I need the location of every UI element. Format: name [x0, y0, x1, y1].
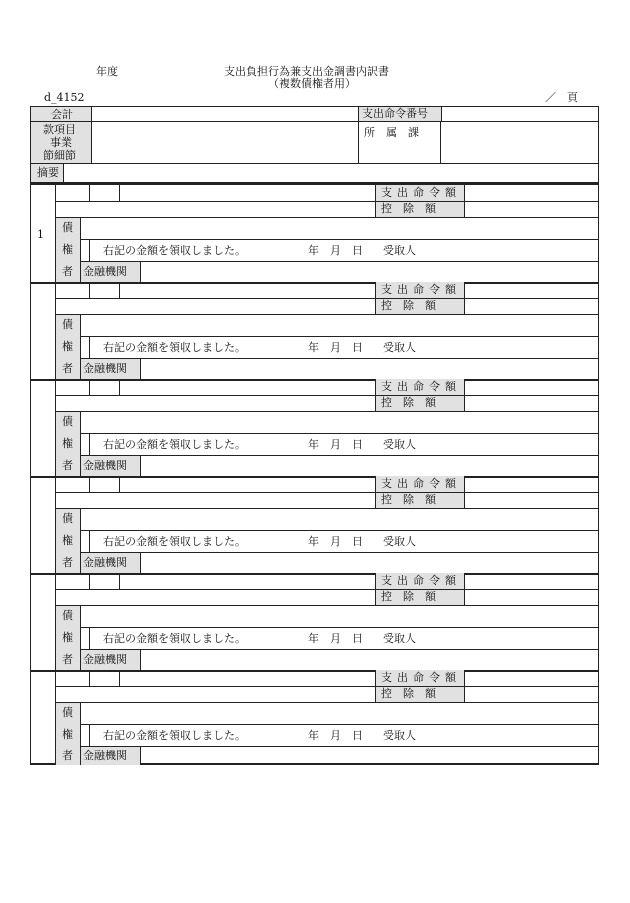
- deduction-amount-field[interactable]: [465, 590, 598, 605]
- recipient-label: 受取人: [383, 341, 416, 354]
- payment-amount-label: 支出命令額: [381, 283, 461, 296]
- department-label: 所 属 課: [364, 126, 419, 139]
- creditor-char-2: 権: [62, 728, 73, 741]
- payment-amount-field[interactable]: [465, 670, 598, 686]
- payment-amount-field[interactable]: [465, 476, 598, 492]
- summary-row: [30, 163, 599, 183]
- bank-field[interactable]: [141, 262, 598, 282]
- creditor-char-1: 債: [62, 221, 73, 234]
- department-field[interactable]: [441, 122, 598, 162]
- deduction-amount-field[interactable]: [465, 396, 598, 411]
- deduction-amount-field[interactable]: [465, 202, 598, 217]
- creditor-char-1: 債: [62, 609, 73, 622]
- document-code: d_4152: [44, 91, 85, 104]
- creditor-char-3: 者: [62, 556, 73, 569]
- receipt-date: 年 月 日: [308, 535, 363, 548]
- payment-amount-field[interactable]: [465, 573, 598, 589]
- bank-label: 金融機関: [83, 556, 127, 569]
- receipt-statement: 右記の金額を領収しました。: [103, 729, 246, 742]
- payment-amount-label: 支出命令額: [381, 574, 461, 587]
- creditor-entry: [31, 573, 598, 670]
- summary-label: 摘要: [37, 166, 59, 179]
- bank-field[interactable]: [141, 747, 598, 765]
- entries-table: [30, 183, 599, 765]
- bank-field[interactable]: [141, 553, 598, 573]
- page-subtitle: （複数債権者用）: [268, 77, 356, 90]
- deduction-amount-field[interactable]: [465, 299, 598, 314]
- deduction-label: 控 除 額: [381, 590, 436, 603]
- bank-label: 金融機関: [83, 653, 127, 666]
- section-label: 節細節: [43, 149, 76, 162]
- receipt-date: 年 月 日: [308, 244, 363, 257]
- creditor-entry: [31, 282, 598, 379]
- creditor-char-2: 権: [62, 243, 73, 256]
- recipient-label: 受取人: [383, 244, 416, 257]
- summary-field[interactable]: [64, 164, 598, 182]
- item-label: 款項目: [43, 123, 76, 136]
- recipient-label: 受取人: [383, 729, 416, 742]
- deduction-label: 控 除 額: [381, 202, 436, 215]
- receipt-statement: 右記の金額を領収しました。: [103, 244, 246, 257]
- creditor-char-3: 者: [62, 653, 73, 666]
- creditor-char-1: 債: [62, 512, 73, 525]
- deduction-label: 控 除 額: [381, 299, 436, 312]
- receipt-date: 年 月 日: [308, 632, 363, 645]
- payment-amount-field[interactable]: [465, 282, 598, 298]
- receipt-date: 年 月 日: [308, 729, 363, 742]
- entry-number: 1: [37, 228, 44, 241]
- bank-label: 金融機関: [83, 749, 127, 762]
- receipt-date: 年 月 日: [308, 438, 363, 451]
- payment-amount-field[interactable]: [465, 379, 598, 395]
- bank-label: 金融機関: [83, 459, 127, 472]
- creditor-char-2: 権: [62, 534, 73, 547]
- recipient-label: 受取人: [383, 438, 416, 451]
- receipt-statement: 右記の金額を領収しました。: [103, 438, 246, 451]
- receipt-statement: 右記の金額を領収しました。: [103, 632, 246, 645]
- creditor-entry: [31, 670, 598, 765]
- creditor-char-2: 権: [62, 631, 73, 644]
- creditor-char-2: 権: [62, 340, 73, 353]
- payment-amount-label: 支出命令額: [381, 671, 461, 684]
- order-number-label: 支出命令番号: [362, 107, 428, 120]
- receipt-statement: 右記の金額を領収しました。: [103, 535, 246, 548]
- deduction-label: 控 除 額: [381, 396, 436, 409]
- deduction-amount-field[interactable]: [465, 687, 598, 702]
- fiscal-year-label: 年度: [96, 65, 118, 78]
- bank-label: 金融機関: [83, 265, 127, 278]
- creditor-char-1: 債: [62, 318, 73, 331]
- payment-amount-label: 支出命令額: [381, 477, 461, 490]
- deduction-label: 控 除 額: [381, 687, 436, 700]
- creditor-char-1: 債: [62, 415, 73, 428]
- receipt-statement: 右記の金額を領収しました。: [103, 341, 246, 354]
- creditor-entry: [31, 185, 598, 282]
- page-title: 支出負担行為兼支出金調書内訳書: [224, 65, 389, 78]
- deduction-label: 控 除 額: [381, 493, 436, 506]
- recipient-label: 受取人: [383, 632, 416, 645]
- creditor-char-3: 者: [62, 459, 73, 472]
- page-number-label: ／ 頁: [545, 91, 578, 104]
- project-label: 事業: [50, 136, 72, 149]
- creditor-char-3: 者: [62, 749, 73, 762]
- bank-field[interactable]: [141, 650, 598, 670]
- creditor-char-1: 債: [62, 706, 73, 719]
- creditor-char-3: 者: [62, 265, 73, 278]
- info-table: [30, 106, 599, 164]
- creditor-char-2: 権: [62, 437, 73, 450]
- bank-field[interactable]: [141, 359, 598, 379]
- deduction-amount-field[interactable]: [465, 493, 598, 508]
- accounting-label: 会計: [51, 108, 73, 121]
- payment-amount-label: 支出命令額: [381, 380, 461, 393]
- creditor-char-3: 者: [62, 362, 73, 375]
- payment-amount-field[interactable]: [465, 185, 598, 201]
- creditor-entry: [31, 476, 598, 573]
- payment-amount-label: 支出命令額: [381, 186, 461, 199]
- bank-field[interactable]: [141, 456, 598, 476]
- creditor-entry: [31, 379, 598, 476]
- receipt-date: 年 月 日: [308, 341, 363, 354]
- bank-label: 金融機関: [83, 362, 127, 375]
- recipient-label: 受取人: [383, 535, 416, 548]
